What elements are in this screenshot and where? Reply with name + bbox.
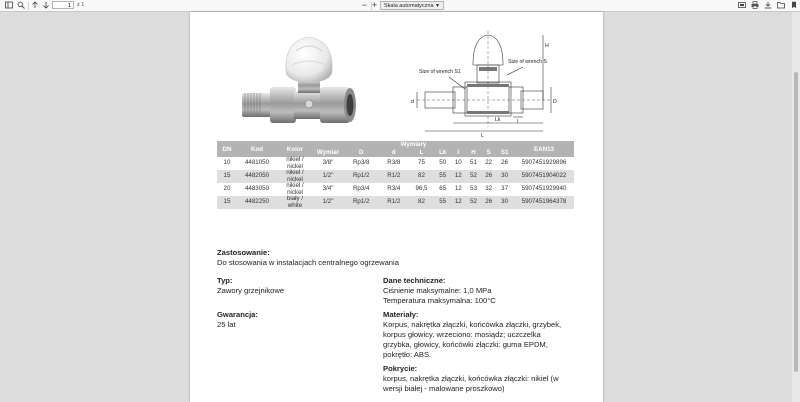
chevron-down-icon: ▼ [435, 3, 440, 9]
bookmark-icon[interactable] [789, 1, 798, 10]
divider [28, 2, 29, 10]
cell-H: 51 [470, 159, 477, 167]
technical-drawing [405, 27, 560, 137]
cell-kolor-line2: nickel [287, 175, 303, 183]
cell-D: Rp1/2 [343, 170, 379, 183]
cell-kolor-line1: nikiel / [286, 156, 304, 163]
pdf-page [190, 12, 603, 402]
cell-S: 32 [485, 185, 493, 193]
cell-l: 10 [454, 159, 462, 167]
wrench-s-label: Size of wrench S [508, 59, 547, 65]
cell-kolor-line2: nickel [287, 188, 303, 196]
cell-kolor-line2: white [287, 201, 303, 209]
dim-D: D [553, 99, 557, 105]
page-total: z 1 [77, 2, 85, 8]
cell-kolor-line1: nikiel / [286, 182, 304, 189]
cell-kod: 4482250 [237, 196, 277, 209]
cell-l: 12 [451, 196, 466, 209]
cell-kod: 4481050 [244, 159, 270, 167]
zastosowanie-heading: Zastosowanie: [217, 248, 270, 257]
pokrycie-line-1: korpus, nakrętka złączki, końcówka złączki: nikiel (w [383, 374, 559, 383]
next-page-icon[interactable] [41, 1, 50, 10]
zoom-out-button[interactable]: − [361, 0, 368, 10]
typ-text: Zawory grzejnikowe [217, 286, 285, 295]
pokrycie-line-2: wersji białej - malowane proszkowo) [383, 384, 505, 393]
pdf-toolbar [0, 0, 800, 12]
gwarancja-text: 25 lat [217, 320, 236, 329]
page-number-input[interactable]: 1 [52, 1, 74, 9]
table-row [217, 183, 574, 196]
col-D: D [343, 148, 379, 157]
cell-S1: 30 [496, 170, 513, 183]
valve-photo [240, 27, 375, 137]
typ-heading: Typ: [217, 276, 233, 285]
specs-table [217, 141, 574, 209]
cell-H: 53 [470, 185, 477, 193]
cell-L: 82 [408, 196, 435, 209]
col-l: l [451, 148, 466, 157]
sidebar-toggle-icon[interactable] [4, 1, 13, 10]
pokrycie-heading: Pokrycie: [383, 364, 418, 373]
cell-S1: 37 [501, 185, 509, 193]
cell-ean: 5907451904022 [514, 170, 574, 183]
dane-line-1: Ciśnienie maksymalne: 1,0 MPa [383, 286, 492, 295]
cell-Lk: 55 [435, 170, 451, 183]
cell-dn: 20 [223, 185, 231, 193]
save-icon[interactable] [763, 1, 772, 10]
open-file-icon[interactable] [776, 1, 785, 10]
cell-d: R3/4 [387, 185, 401, 193]
cell-kod: 4482050 [237, 170, 277, 183]
cell-kod: 4483050 [244, 185, 270, 193]
table-row [217, 196, 574, 209]
presentation-icon[interactable] [737, 1, 746, 10]
cell-Lk: 55 [435, 196, 451, 209]
cell-dn: 10 [223, 159, 231, 167]
col-S: S [481, 148, 496, 157]
col-d: d [379, 148, 408, 157]
cell-wymiar: 3/8" [322, 159, 334, 167]
cell-wymiar: 1/2" [313, 196, 343, 209]
col-wymiar: Wymiar [313, 148, 343, 157]
col-spacer [513, 148, 514, 157]
cell-kolor-line1: nikiel / [286, 169, 304, 176]
find-icon[interactable] [16, 1, 25, 10]
zoom-select[interactable] [380, 1, 444, 10]
cell-dn: 15 [217, 196, 237, 209]
col-kolor: Kolor [277, 141, 313, 157]
cell-Lk: 65 [439, 185, 447, 193]
dim-H: H [545, 43, 549, 49]
cell-S: 26 [481, 170, 496, 183]
cell-dn: 15 [217, 170, 237, 183]
cell-l: 12 [454, 185, 462, 193]
cell-L: 82 [408, 170, 435, 183]
cell-d: R3/8 [387, 159, 401, 167]
cell-ean: 5907451964378 [514, 196, 574, 209]
col-S1: S1 [496, 148, 513, 157]
cell-S1: 30 [496, 196, 513, 209]
cell-L: 96,5 [415, 185, 428, 193]
zastosowanie-text: Do stosowania w instalacjach centralnego ogrzewania [217, 258, 399, 267]
col-Lk: Lk [435, 148, 451, 157]
print-icon[interactable] [750, 1, 759, 10]
cell-L: 75 [418, 159, 425, 167]
table-row [217, 170, 574, 183]
dim-Lk: Lk [495, 117, 501, 123]
gwarancja-heading: Gwarancja: [217, 310, 258, 319]
cell-l: 12 [451, 170, 466, 183]
cell-wymiar: 1/2" [313, 170, 343, 183]
materialy-line-1: Korpus, nakrętka złączki, końcówka złączki, grzybek, [383, 320, 562, 329]
cell-ean: 5907451929896 [521, 159, 567, 167]
dane-heading: Dane techniczne: [383, 276, 446, 285]
cell-D: Rp1/2 [343, 196, 379, 209]
col-wymiary: Wymiary [313, 141, 514, 148]
cell-D: Rp3/4 [352, 185, 370, 193]
cell-ean: 5907451929940 [521, 185, 567, 193]
cell-S: 26 [481, 196, 496, 209]
cell-Lk: 50 [439, 159, 447, 167]
vertical-scrollbar[interactable] [792, 12, 800, 402]
cell-kolor-line1: biały / [286, 195, 304, 202]
col-dn: DN [217, 141, 237, 157]
col-kod: Kod [237, 141, 277, 157]
cell-S: 22 [485, 159, 493, 167]
materialy-line-4: pokrętło: ABS. [383, 350, 432, 359]
cell-D: Rp3/8 [352, 159, 370, 167]
col-H: H [466, 148, 481, 157]
cell-H: 52 [466, 196, 481, 209]
materialy-line-3: grzybka, głowicy, końcówki złączki: guma EPDM, [383, 340, 548, 349]
materialy-line-2: korpus głowicy, wrzeciono: mosiądz; uczczelka [383, 330, 541, 339]
previous-page-icon[interactable] [30, 1, 39, 10]
cell-kolor [277, 196, 313, 209]
zoom-select-value: Skala automatyczna [384, 3, 434, 9]
col-L: L [408, 148, 435, 157]
zoom-in-button[interactable]: + [371, 0, 378, 10]
cell-d: R1/2 [379, 196, 408, 209]
dim-d: d [411, 99, 414, 105]
cell-d: R1/2 [379, 170, 408, 183]
scrollbar-thumb[interactable] [794, 72, 798, 372]
materialy-heading: Materiały: [383, 310, 419, 319]
wrench-s1-label: Size of wrench S1 [419, 69, 461, 75]
dim-l: l [517, 119, 519, 125]
dim-L: L [481, 133, 484, 137]
table-row [217, 157, 574, 170]
cell-S1: 26 [501, 159, 509, 167]
cell-kolor-line2: nickel [287, 162, 303, 170]
cell-H: 52 [466, 170, 481, 183]
cell-wymiar: 3/4" [322, 185, 334, 193]
dane-line-2: Temperatura maksymalna: 100°C [383, 296, 496, 305]
col-ean: EAN13 [514, 141, 574, 157]
